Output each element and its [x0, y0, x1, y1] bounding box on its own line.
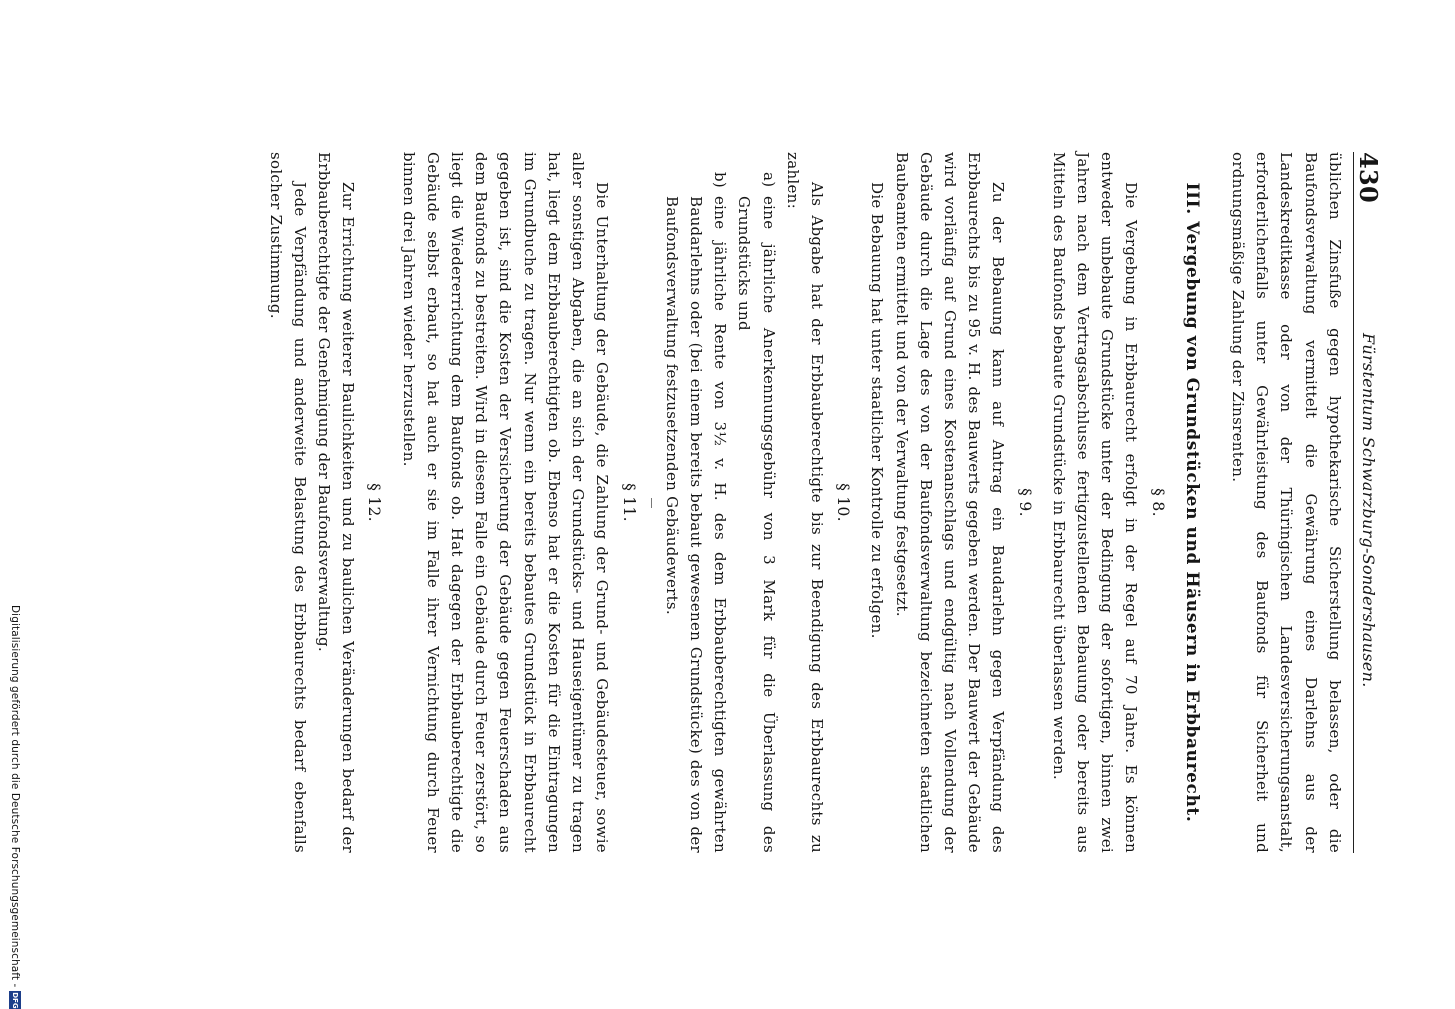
running-title: Fürstentum Schwarzburg-Sondershausen. — [1359, 333, 1378, 688]
document-page — [100, 140, 1383, 865]
running-head — [1353, 152, 1383, 853]
part-heading: III. Vergebung von Grundstücken und Häusern in Erbbaurecht. — [1181, 182, 1202, 823]
section-10-title: § 10. — [834, 483, 853, 522]
section-12-text-2: Jede Verpfändung und anderweite Belastung des Erbbaurechts bedarf ebenfalls solcher Zustimmung. — [266, 152, 309, 853]
digitization-credit — [0, 0, 26, 1009]
section-8-title: § 8. — [1148, 488, 1167, 517]
section-12-title: § 12. — [365, 483, 384, 522]
section-11-title: § 11. — [619, 483, 638, 522]
section-10-intro: Als Abgabe hat der Erbbauberechtigte bis zur Beendigung des Erbbaurechts zu zahlen: — [783, 152, 826, 853]
list-item-b — [660, 172, 733, 853]
section-9-text-2: Die Bebauung hat unter staatlicher Kontrolle zu erfolgen. — [868, 182, 887, 639]
list-item-label: a) — [759, 172, 778, 188]
list-item-text: eine jährliche Anerkennungsgebühr von 3 Mark für die Überlassung des Grundstücks und — [735, 196, 778, 853]
section-12-text: Zur Errichtung weiterer Baulichkeiten und zu baulichen Veränderungen bedarf der Erbbauberechtigte der Genehmigung der Baufondsverwaltung. — [315, 152, 358, 853]
divider — [651, 498, 652, 508]
digitization-credit-text: Digitalisierung gefördert durch die Deutsche Forschungsgemeinschaft - — [9, 605, 21, 988]
section-9-title: § 9. — [1015, 488, 1034, 517]
intro-paragraph: üblichen Zinsfuße gegen hypothekarische Sicherstellung belassen, oder die Baufondsverwaltung vermittelt die Gewährung eines Darlehns aus der Landeskreditkasse oder von der Thüringischen Landesversicherungsanstalt, erforderlichenfalls unter Gewährleistung des Baufonds für Sicherheit und ordnungsmäßige Zahlung der Zinsrenten. — [1228, 152, 1344, 853]
section-8-text: Die Vergebung in Erbbaurecht erfolgt in der Regel auf 70 Jahre. Es können entweder unbebaute Grundstücke unter der Bedingung der sofortigen, binnen zwei Jahren nach dem Vertragsabschlusse fertigzustellenden Bebauung oder bereits aus Mitteln des Baufonds bebaute Grundstücke in Erbbaurecht überlassen werden. — [1049, 152, 1141, 853]
list-item-a — [732, 172, 780, 853]
list-item-label: b) — [711, 172, 730, 189]
dfg-logo: DFG — [11, 992, 19, 1009]
section-11-text: Die Unterhaltung der Gebäude, die Zahlung der Grund- und Gebäudesteuer, sowie aller sonstigen Abgaben, die an sich der Grundstücks- und Hauseigentümer zu tragen hat, liegt dem Erbbauberechtigten ob. Ebenso hat er die Kosten für die Eintragungen im Grundbuche zu tragen. Nur wenn ein bereits bebautes Grundstück in Erbbaurecht gegeben ist, sind die Kosten der Versicherung der Gebäude gegen Feuerschaden aus dem Baufonds zu bestreiten. Wird in diesem Falle ein Gebäude durch Feuer zerstört, so liegt die Wiedererrichtung dem Baufonds ob. Hat dagegen der Erbbauberechtigte die Gebäude selbst erbaut, so hat auch er sie im Falle ihrer Vernichtung durch Feuer binnen drei Jahren wieder herzustellen. — [399, 152, 612, 853]
list-item-text: eine jährliche Rente von 3½ v. H. des dem Erbbauberechtigten gewährten Baudarlehns oder (bei einem bereits bebaut gewesenen Grundstücke) des von der Baufondsverwaltung festzusetzenden Gebäudewerts. — [662, 196, 730, 853]
section-9-text: Zu der Bebauung kann auf Antrag ein Baudarlehn gegen Verpfändung des Erbbaurechts bis zu 95 v. H. des Bauwerts gegeben werden. Der Bauwert der Gebäude wird vorläufig auf Grund eines Kostenanschlags und endgültig nach Vollendung der Gebäude durch die Lage des von der Baufondsverwaltung bezeichneten staatlichen Baubeamten ermittelt und von der Verwaltung festgesetzt. — [892, 152, 1008, 853]
page-number: 430 — [1353, 152, 1383, 203]
